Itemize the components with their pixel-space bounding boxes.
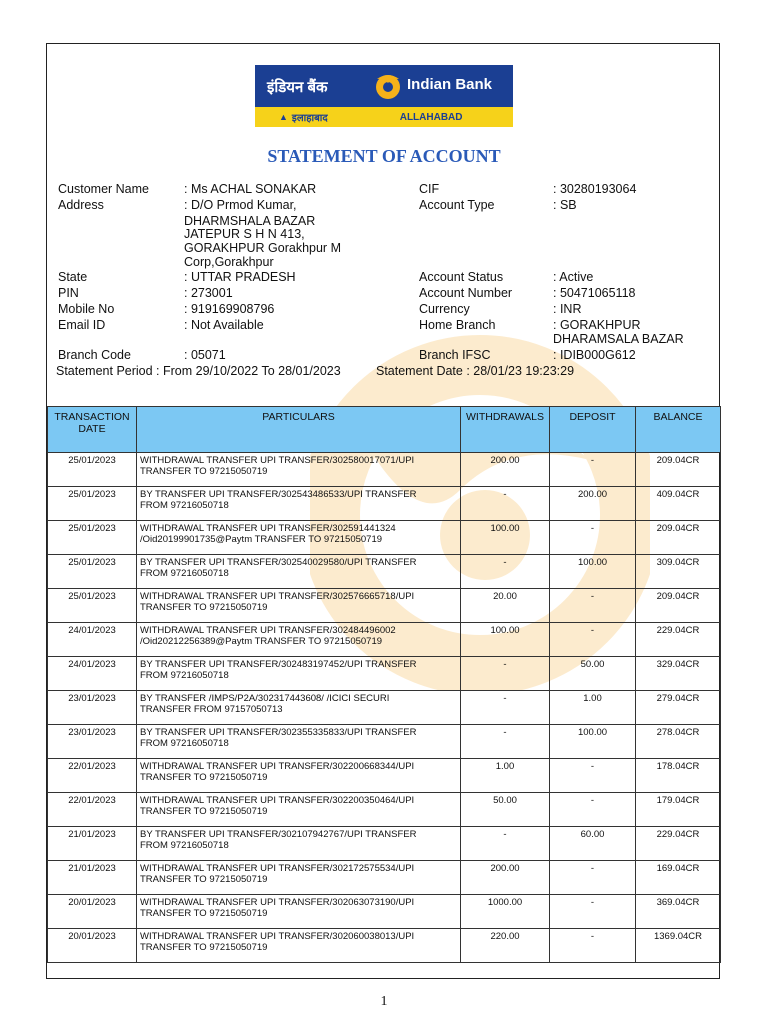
- particulars-line1: WITHDRAWAL TRANSFER UPI TRANSFER/302172575534/UPI: [140, 863, 415, 874]
- cell-balance: 229.04CR: [636, 827, 721, 861]
- particulars-line1: BY TRANSFER UPI TRANSFER/302355335833/UPI TRANSFER: [140, 727, 417, 738]
- cell-particulars: [137, 929, 461, 963]
- cell-particulars: [137, 895, 461, 929]
- label-branch-code: Branch Code: [58, 348, 131, 362]
- particulars-line1: BY TRANSFER UPI TRANSFER/302540029580/UPI TRANSFER: [140, 557, 417, 568]
- cell-date: 21/01/2023: [48, 861, 137, 895]
- cell-date: 25/01/2023: [48, 521, 137, 555]
- cell-balance: 209.04CR: [636, 589, 721, 623]
- particulars-line2: TRANSFER FROM 97157050713: [140, 704, 283, 715]
- header-date-line2: DATE: [78, 423, 106, 435]
- cell-withdrawal: 1000.00: [461, 895, 550, 929]
- label-home-branch: Home Branch: [419, 318, 496, 332]
- cell-deposit: -: [550, 929, 636, 963]
- particulars-line1: WITHDRAWAL TRANSFER UPI TRANSFER/302484496002: [140, 625, 396, 636]
- table-header-row: [48, 407, 721, 453]
- value-currency: : INR: [553, 302, 582, 316]
- particulars-line2: FROM 97216050718: [140, 670, 229, 681]
- table-row: [48, 589, 721, 623]
- particulars-line1: BY TRANSFER UPI TRANSFER/302107942767/UPI TRANSFER: [140, 829, 417, 840]
- value-state: : UTTAR PRADESH: [184, 270, 296, 284]
- particulars-line2: FROM 97216050718: [140, 568, 229, 579]
- particulars-line1: BY TRANSFER UPI TRANSFER/302483197452/UPI TRANSFER: [140, 659, 417, 670]
- particulars-line2: TRANSFER TO 97215050719: [140, 466, 268, 477]
- cell-withdrawal: 200.00: [461, 453, 550, 487]
- cell-deposit: 1.00: [550, 691, 636, 725]
- particulars-line2: TRANSFER TO 97215050719: [140, 806, 268, 817]
- cell-withdrawal: 50.00: [461, 793, 550, 827]
- cell-deposit: -: [550, 521, 636, 555]
- label-pin: PIN: [58, 286, 79, 300]
- page-title: STATEMENT OF ACCOUNT: [267, 146, 501, 166]
- value-address-line2: DHARMSHALA BAZAR: [184, 214, 316, 228]
- cell-balance: 179.04CR: [636, 793, 721, 827]
- cell-deposit: -: [550, 861, 636, 895]
- bank-emblem-icon: [373, 69, 403, 103]
- label-mobile: Mobile No: [58, 302, 115, 316]
- cell-withdrawal: 20.00: [461, 589, 550, 623]
- cell-withdrawal: 220.00: [461, 929, 550, 963]
- cell-deposit: -: [550, 759, 636, 793]
- value-address-line5: Corp,Gorakhpur: [184, 255, 274, 269]
- cell-withdrawal: -: [461, 827, 550, 861]
- table-row: [48, 861, 721, 895]
- table-row: [48, 827, 721, 861]
- statement-period: Statement Period : From 29/10/2022 To 28/01/2023: [56, 364, 341, 378]
- logo-hindi-tag: इलाहाबाद: [291, 113, 328, 124]
- cell-withdrawal: 200.00: [461, 861, 550, 895]
- cell-withdrawal: -: [461, 657, 550, 691]
- table-row: [48, 759, 721, 793]
- cell-date: 22/01/2023: [48, 793, 137, 827]
- indian-bank-logo: [255, 65, 513, 127]
- table-row: [48, 895, 721, 929]
- cell-balance: 229.04CR: [636, 623, 721, 657]
- label-account-number: Account Number: [419, 286, 513, 300]
- label-address: Address: [58, 198, 104, 212]
- cell-balance: 1369.04CR: [636, 929, 721, 963]
- value-branch-ifsc: : IDIB000G612: [553, 348, 636, 362]
- statement-date: Statement Date : 28/01/23 19:23:29: [376, 364, 575, 378]
- logo-hindi-name: इंडियन बैंक: [267, 79, 328, 96]
- value-cif: : 30280193064: [553, 182, 637, 196]
- transactions-table: [47, 406, 721, 1015]
- particulars-line1: WITHDRAWAL TRANSFER UPI TRANSFER/302591441324: [140, 523, 396, 534]
- table-row: [48, 793, 721, 827]
- cell-deposit: -: [550, 453, 636, 487]
- table-row: [48, 623, 721, 657]
- table-row: [48, 657, 721, 691]
- cell-particulars: [137, 521, 461, 555]
- cell-date: 23/01/2023: [48, 725, 137, 759]
- header-particulars: PARTICULARS: [137, 407, 461, 453]
- cell-deposit: 50.00: [550, 657, 636, 691]
- cell-balance: 329.04CR: [636, 657, 721, 691]
- value-home-branch-line1: : GORAKHPUR: [553, 318, 641, 332]
- cell-balance: 278.04CR: [636, 725, 721, 759]
- cell-date: 25/01/2023: [48, 555, 137, 589]
- cell-withdrawal: 1.00: [461, 759, 550, 793]
- cell-date: 24/01/2023: [48, 657, 137, 691]
- cell-withdrawal: -: [461, 555, 550, 589]
- cell-balance: 178.04CR: [636, 759, 721, 793]
- value-account-type: : SB: [553, 198, 577, 212]
- cell-deposit: -: [550, 623, 636, 657]
- value-account-status: : Active: [553, 270, 594, 284]
- particulars-line2: /Oid20199901735@Paytm TRANSFER TO 97215050719: [140, 534, 383, 545]
- cell-particulars: [137, 861, 461, 895]
- value-pin: : 273001: [184, 286, 233, 300]
- particulars-line1: WITHDRAWAL TRANSFER UPI TRANSFER/302576665718/UPI: [140, 591, 415, 602]
- table-row: [48, 691, 721, 725]
- header-transaction-date: [48, 407, 137, 453]
- cell-particulars: [137, 759, 461, 793]
- cell-deposit: 200.00: [550, 487, 636, 521]
- cell-date: 22/01/2023: [48, 759, 137, 793]
- label-cif: CIF: [419, 182, 440, 196]
- cell-balance: 309.04CR: [636, 555, 721, 589]
- value-account-number: : 50471065118: [553, 286, 636, 300]
- value-address-line1: : D/O Prmod Kumar,: [184, 198, 297, 212]
- label-customer-name: Customer Name: [58, 182, 149, 196]
- cell-particulars: [137, 725, 461, 759]
- particulars-line2: TRANSFER TO 97215050719: [140, 908, 268, 919]
- cell-particulars: [137, 555, 461, 589]
- cell-particulars: [137, 453, 461, 487]
- particulars-line2: TRANSFER TO 97215050719: [140, 772, 268, 783]
- cell-balance: 279.04CR: [636, 691, 721, 725]
- particulars-line2: TRANSFER TO 97215050719: [140, 874, 268, 885]
- cell-particulars: [137, 691, 461, 725]
- particulars-line1: WITHDRAWAL TRANSFER UPI TRANSFER/302200350464/UPI: [140, 795, 415, 806]
- cell-deposit: -: [550, 589, 636, 623]
- label-state: State: [58, 270, 88, 284]
- particulars-line1: WITHDRAWAL TRANSFER UPI TRANSFER/302060038013/UPI: [140, 931, 415, 942]
- table-row: [48, 453, 721, 487]
- cell-date: 20/01/2023: [48, 929, 137, 963]
- table-row: [48, 487, 721, 521]
- value-customer-name: : Ms ACHAL SONAKAR: [184, 182, 317, 196]
- header-balance: BALANCE: [636, 407, 721, 453]
- value-address-line3: JATEPUR S H N 413,: [184, 227, 305, 241]
- particulars-line1: WITHDRAWAL TRANSFER UPI TRANSFER/302200668344/UPI: [140, 761, 415, 772]
- label-branch-ifsc: Branch IFSC: [419, 348, 491, 362]
- header-deposit: DEPOSIT: [550, 407, 636, 453]
- particulars-line1: BY TRANSFER /IMPS/P2A/302317443608/ /ICICI SECURI: [140, 693, 390, 704]
- cell-deposit: 60.00: [550, 827, 636, 861]
- cell-deposit: 100.00: [550, 555, 636, 589]
- cell-balance: 169.04CR: [636, 861, 721, 895]
- cell-withdrawal: 100.00: [461, 521, 550, 555]
- particulars-line2: FROM 97216050718: [140, 500, 229, 511]
- cell-particulars: [137, 487, 461, 521]
- particulars-line2: FROM 97216050718: [140, 738, 229, 749]
- particulars-line2: /Oid20212256389@Paytm TRANSFER TO 97215050719: [140, 636, 383, 647]
- page-number: 1: [380, 994, 388, 1009]
- cell-date: 25/01/2023: [48, 589, 137, 623]
- cell-date: 23/01/2023: [48, 691, 137, 725]
- particulars-line1: WITHDRAWAL TRANSFER UPI TRANSFER/302063073190/UPI: [140, 897, 415, 908]
- cell-date: 24/01/2023: [48, 623, 137, 657]
- cell-deposit: 100.00: [550, 725, 636, 759]
- cell-date: 20/01/2023: [48, 895, 137, 929]
- particulars-line2: FROM 97216050718: [140, 840, 229, 851]
- cell-particulars: [137, 623, 461, 657]
- cell-particulars: [137, 657, 461, 691]
- cell-withdrawal: -: [461, 691, 550, 725]
- logo-english-name: Indian Bank: [407, 76, 493, 93]
- cell-withdrawal: -: [461, 487, 550, 521]
- cell-date: 25/01/2023: [48, 487, 137, 521]
- cell-particulars: [137, 589, 461, 623]
- header-withdrawals: WITHDRAWALS: [461, 407, 550, 453]
- label-account-type: Account Type: [419, 198, 495, 212]
- table-row: [48, 725, 721, 759]
- label-currency: Currency: [419, 302, 470, 316]
- cell-date: 21/01/2023: [48, 827, 137, 861]
- logo-english-tag: ALLAHABAD: [399, 111, 463, 123]
- logo-bottom-strip: [255, 107, 513, 127]
- value-branch-code: : 05071: [184, 348, 226, 362]
- particulars-line2: TRANSFER TO 97215050719: [140, 942, 268, 953]
- cell-particulars: [137, 827, 461, 861]
- cell-particulars: [137, 793, 461, 827]
- value-address-line4: GORAKHPUR Gorakhpur M: [184, 241, 341, 255]
- cell-deposit: -: [550, 793, 636, 827]
- value-email: : Not Available: [184, 318, 264, 332]
- label-account-status: Account Status: [419, 270, 504, 284]
- cell-balance: 409.04CR: [636, 487, 721, 521]
- cell-deposit: -: [550, 895, 636, 929]
- cell-date: 25/01/2023: [48, 453, 137, 487]
- value-home-branch-line2: DHARAMSALA BAZAR: [553, 332, 684, 346]
- label-email: Email ID: [58, 318, 106, 332]
- particulars-line2: TRANSFER TO 97215050719: [140, 602, 268, 613]
- table-row: [48, 555, 721, 589]
- value-mobile: : 919169908796: [184, 302, 275, 316]
- triangle-icon: ▲: [279, 112, 288, 122]
- table-row: [48, 929, 721, 963]
- cell-withdrawal: -: [461, 725, 550, 759]
- cell-balance: 209.04CR: [636, 453, 721, 487]
- cell-balance: 369.04CR: [636, 895, 721, 929]
- particulars-line1: WITHDRAWAL TRANSFER UPI TRANSFER/302580017071/UPI: [140, 455, 415, 466]
- table-row: [48, 521, 721, 555]
- cell-withdrawal: 100.00: [461, 623, 550, 657]
- cell-balance: 209.04CR: [636, 521, 721, 555]
- particulars-line1: BY TRANSFER UPI TRANSFER/302543486533/UPI TRANSFER: [140, 489, 417, 500]
- header-date-line1: TRANSACTION: [54, 411, 130, 423]
